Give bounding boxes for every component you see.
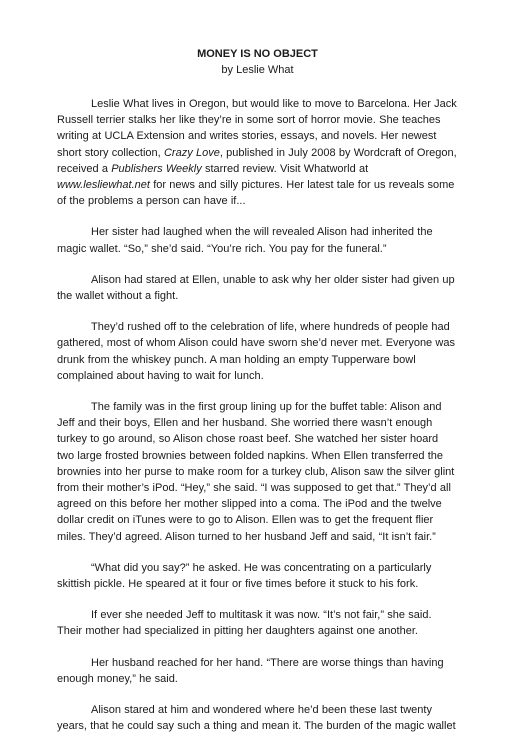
italic-text: www.lesliewhat.net: [57, 179, 150, 192]
paragraph-text: If ever she needed Jeff to multitask it was now. “It’s not fair,” she said. Their mother had specialized in pitting her daughters against one another.: [57, 609, 432, 638]
paragraph-text: They’d rushed off to the celebration of life, where hundreds of people had gathered, most of whom Alison could have sworn she’d never met. Everyone was drunk from the whiskey punch. A man holding an empty Tupperware bowl complained about having to wait for lunch.: [57, 321, 455, 382]
story-paragraph: [57, 560, 458, 592]
italic-text: Crazy Love: [163, 146, 220, 159]
story-paragraph: [57, 224, 458, 256]
paragraph-text: Her husband reached for her hand. “There are worse things than having enough money,” he said.: [57, 656, 444, 685]
story-byline: by Leslie What: [221, 64, 294, 76]
paragraph-text: “What did you say?” he asked. He was concentrating on a particularly skittish pickle. He speared at it four or five times before it stuck to his fork.: [57, 561, 432, 591]
paragraph-text: Her sister had laughed when the will revealed Alison had inherited the magic wallet. “So,” she’d said. “You’re rich. You pay for the funeral.”: [57, 226, 433, 255]
paragraph-text: , published in July 2008 by Wordcraft of Oregon, received a: [57, 146, 457, 175]
story-title: MONEY IS NO OBJECT: [197, 48, 318, 60]
story-paragraph: [57, 272, 458, 304]
author-bio-paragraph: [57, 96, 458, 209]
paragraph-text: Leslie What lives in Oregon, but would like to move to Barcelona. Her Jack Russell terrier stalks her like they’re in some sort of horror movie. She teaches writing at UCLA Extension and writes stories, essays, and novels. Her newest short story collection,: [57, 98, 457, 159]
paragraph-text: starred review. Visit Whatworld at: [201, 162, 369, 175]
story-paragraph: [57, 702, 458, 734]
story-body: [57, 96, 458, 735]
paragraph-text: The family was in the first group lining up for the buffet table: Alison and Jeff and their boys, Ellen and her husband. She worried there wasn’t enough turkey to go around, so Alison chose roast beef. She watched her sister hoard two large frosted brownies between folded napkins. When Ellen transferred the brownies into her purse to make room for a turkey club, Alison saw the silver glint from their mother’s iPod. “Hey,” she said. “I was supposed to get that.” They’d all agreed on this before her mother slipped into a coma. The iPod and the twelve dollar credit on iTunes were to go to Alison. Ellen was to get the frequent flier miles. They’d agreed. Alison turned to her husband Jeff and said, “It isn’t fair.”: [57, 401, 455, 543]
paragraph-text: Alison had stared at Ellen, unable to ask why her older sister had given up the wallet without a fight.: [57, 273, 455, 303]
story-paragraph: [57, 607, 458, 639]
paragraph-text: for news and silly pictures. Her latest tale for us reveals some of the problems a person can have if...: [57, 179, 455, 208]
story-paragraph: [57, 319, 458, 384]
italic-text: Publishers Weekly: [111, 162, 202, 175]
story-paragraph: [57, 655, 458, 687]
paragraph-text: Alison stared at him and wondered where he’d been these last twenty years, that he could say such a thing and mean it. The burden of the magic wallet: [57, 704, 456, 733]
story-paragraph: [57, 399, 458, 545]
